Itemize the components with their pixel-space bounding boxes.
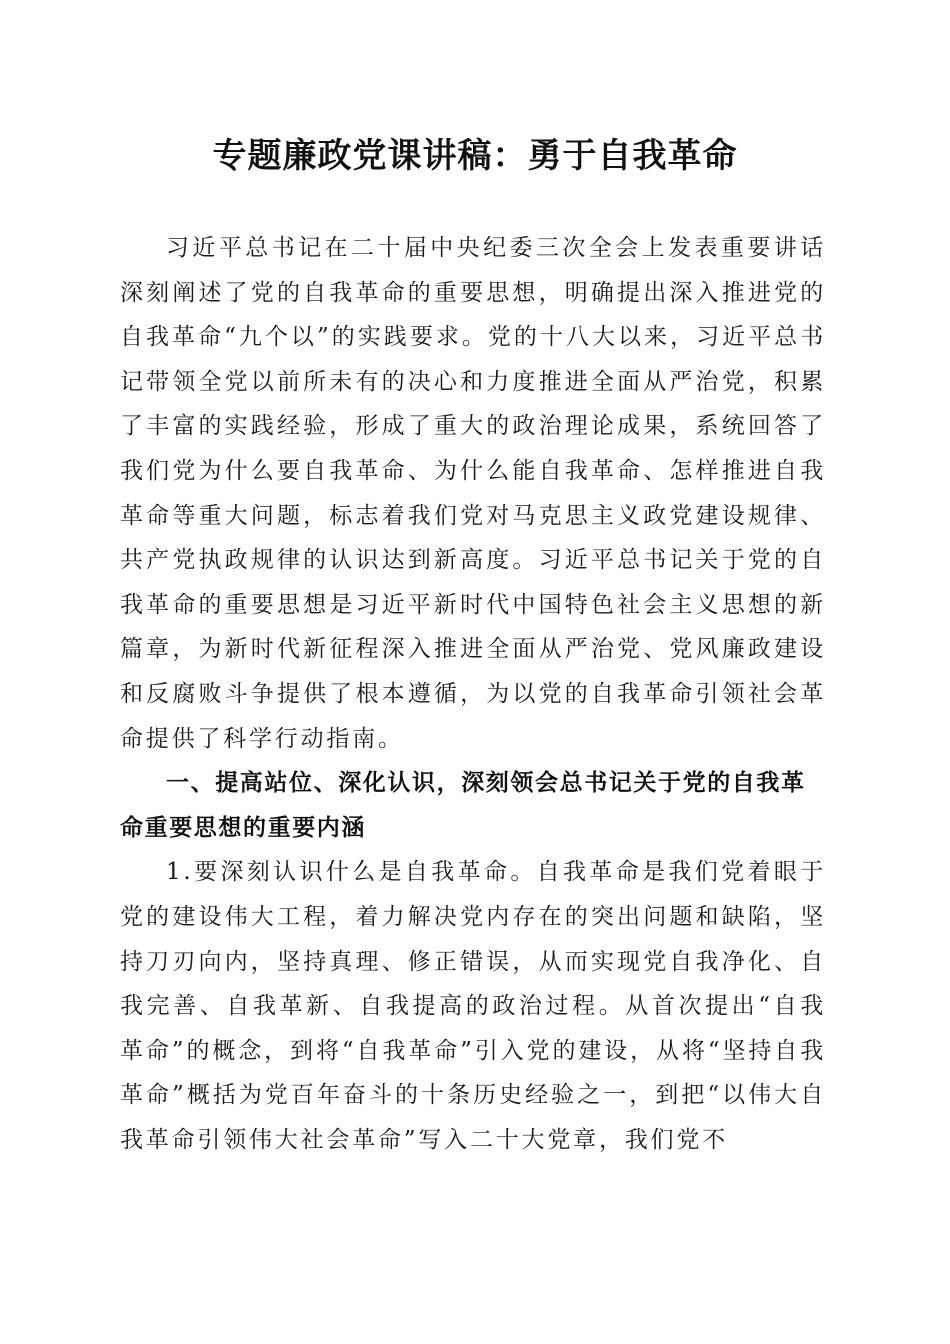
intro-paragraph: 习近平总书记在二十届中央纪委三次全会上发表重要讲话深刻阐述了党的自我革命的重要思想，明确提出深入推进党的自我革命“九个以”的实践要求。党的十八大以来，习近平总书记带领全党以前所未有的决心和力度推进全面从严治党，积累了丰富的实践经验，形成了重大的政治理论成果，系统回答了我们党为什么要自我革命、为什么能自我革命、怎样推进自我革命等重大问题，标志着我们党对马克思主义政党建设规律、共产党执政规律的认识达到新高度。习近平总书记关于党的自我革命的重要思想是习近平新时代中国特色社会主义思想的新篇章，为新时代新征程深入推进全面从严治党、党风廉政建设和反腐败斗争提供了根本遵循，为以党的自我革命引领社会革命提供了科学行动指南。 — [120, 235, 826, 752]
section-1-heading: 一、提高站位、深化认识，深刻领会总书记关于党的自我革命重要思想的重要内涵 — [120, 770, 806, 841]
section-1-paragraph-1: 1.要深刻认识什么是自我革命。自我革命是我们党着眼于党的建设伟大工程，着力解决党内存在的突出问题和缺陷，坚持刀刃向内，坚持真理、修正错误，从而实现党自我净化、自我完善、自我革新、自我提高的政治过程。从首次提出“自我革命”的概念，到将“自我革命”引入党的建设，从将“坚持自我革命”概括为党百年奋斗的十条历史经验之一，到把“以伟大自我革命引领伟大社会革命”写入二十大党章，我们党不 — [120, 859, 826, 1153]
document-title: 专题廉政党课讲稿：勇于自我革命 — [212, 136, 738, 176]
document-body — [120, 226, 826, 1162]
